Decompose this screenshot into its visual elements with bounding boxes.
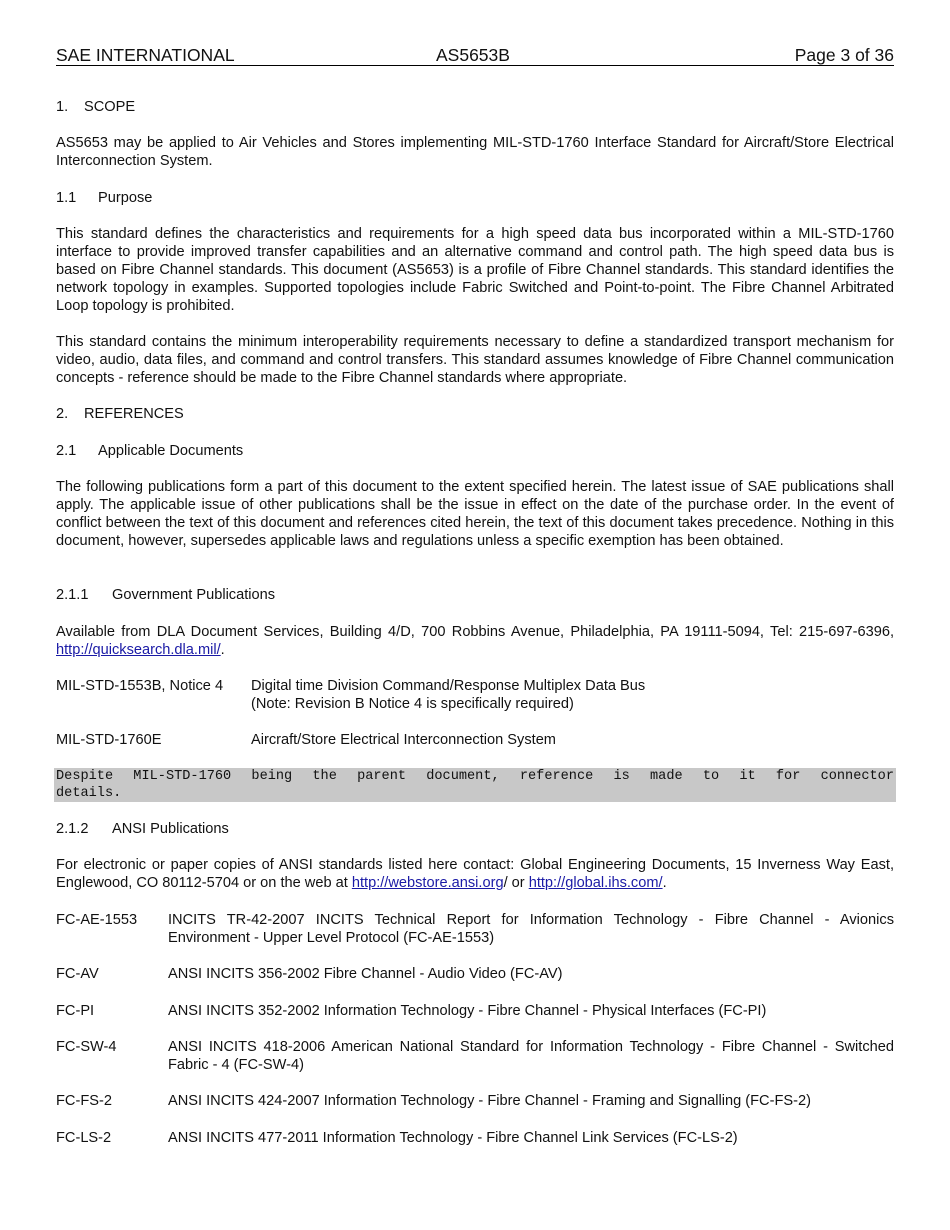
ansi-ref-row (56, 1002, 894, 1020)
ansi-ref-id: FC-AE-1553 (56, 912, 138, 928)
purpose-paragraph-1: This standard defines the characteristics and requirements for a high speed data bus incorporated within a MIL-STD-1760 interface to provide improved transfer capabilities and an alternative command and control path. The high speed data bus is based on Fibre Channel standards. This document (AS5653) is a profile of Fibre Channel standards. This standard identifies the network topology in examples. Supported topologies include Fabric Switched and Point-to-point. The Fibre Channel Arbitrated Loop topology is prohibited. (56, 226, 894, 314)
scope-paragraph: AS5653 may be applied to Air Vehicles and Stores implementing MIL-STD-1760 Interface Standard for Aircraft/Store Electrical Interconnection System. (56, 135, 894, 169)
ansi-ref-row (56, 911, 894, 947)
ansi-ref-row (56, 1129, 894, 1147)
ansi-ref-id: FC-LS-2 (56, 1130, 112, 1146)
header-organization: SAE INTERNATIONAL (56, 45, 235, 65)
ansi-ref-row (56, 965, 894, 983)
dla-quicksearch-link[interactable]: http://quicksearch.dla.mil/ (56, 642, 221, 658)
heading-ansi-publications: 2.1.2 ANSI Publications (56, 821, 229, 837)
mil-ref-row (56, 731, 894, 749)
heading-applicable-documents: 2.1 Applicable Documents (56, 443, 244, 459)
header-page-number: Page 3 of 36 (794, 45, 894, 65)
mil-ref-id: MIL-STD-1760E (56, 732, 162, 748)
ansi-ref-id: FC-FS-2 (56, 1093, 112, 1109)
applicable-documents-paragraph: The following publications form a part of this document to the extent specified herein. The latest issue of SAE publications shall apply. The applicable issue of other publications shall be the issue in effect on the date of the purchase order. In the event of conflict between the text of this document and references cited herein, the text of this document takes precedence. Nothing in this document, however, supersedes applicable laws and regulations unless a specific exemption has been obtained. (56, 479, 894, 549)
ansi-ref-id: FC-PI (56, 1003, 95, 1019)
ansi-ref-desc: ANSI INCITS 477-2011 Information Technology - Fibre Channel Link Services (FC-LS-2) (168, 1130, 738, 1146)
ihs-global-link[interactable]: http://global.ihs.com/ (528, 875, 663, 891)
heading-scope: 1. SCOPE (56, 99, 136, 115)
government-publications-paragraph: Available from DLA Document Services, Building 4/D, 700 Robbins Avenue, Philadelphia, PA 19111-5094, Tel: 215-697-6396, http://quicksearch.dla.mil/. (56, 624, 894, 658)
mil-ref-row (56, 677, 894, 713)
heading-purpose: 1.1 Purpose (56, 190, 153, 206)
mil-ref-desc: Aircraft/Store Electrical Interconnection System (251, 732, 556, 748)
header-doc-number: AS5653B (436, 45, 510, 65)
ansi-ref-desc: ANSI INCITS 356-2002 Fibre Channel - Audio Video (FC-AV) (168, 966, 563, 982)
ansi-ref-row (56, 1038, 894, 1074)
ansi-ref-desc: ANSI INCITS 424-2007 Information Technology - Fibre Channel - Framing and Signalling (FC-FS-2) (168, 1093, 811, 1109)
highlighted-note: Despite MIL-STD-1760 being the parent document, reference is made to it for connector details. (56, 769, 894, 801)
ansi-ref-desc: ANSI INCITS 352-2002 Information Technology - Fibre Channel - Physical Interfaces (FC-PI) (168, 1003, 767, 1019)
ansi-ref-id: FC-AV (56, 966, 99, 982)
page-header (56, 45, 894, 66)
heading-government-publications: 2.1.1 Government Publications (56, 587, 276, 603)
mil-ref-id: MIL-STD-1553B, Notice 4 (56, 678, 224, 694)
ansi-ref-desc: INCITS TR-42-2007 INCITS Technical Report for Information Technology - Fibre Channel - Avionics Environment - Upper Level Protocol (FC-AE-1553) (168, 912, 894, 946)
mil-ref-desc: Digital time Division Command/Response Multiplex Data Bus (Note: Revision B Notice 4 is specifically required) (251, 678, 646, 712)
ansi-ref-desc: ANSI INCITS 418-2006 American National Standard for Information Technology - Fibre Channel - Switched Fabric - 4 (FC-SW-4) (168, 1039, 894, 1073)
ansi-ref-id: FC-SW-4 (56, 1039, 117, 1055)
heading-references: 2. REFERENCES (56, 406, 184, 422)
ansi-webstore-link[interactable]: http://webstore.ansi.org (351, 875, 504, 891)
purpose-paragraph-2: This standard contains the minimum interoperability requirements necessary to define a standardized transport mechanism for video, audio, data files, and command and control transfers. This standard assumes knowledge of Fibre Channel communication concepts - reference should be made to the Fibre Channel standards where appropriate. (56, 334, 894, 386)
ansi-ref-row (56, 1092, 894, 1110)
ansi-publications-paragraph: For electronic or paper copies of ANSI standards listed here contact: Global Engineering Documents, 15 Inverness Way East, Englewood, CO 80112-5704 or on the web at http://webstore.ansi.org/ or http://global.ihs.com/. (56, 857, 894, 891)
